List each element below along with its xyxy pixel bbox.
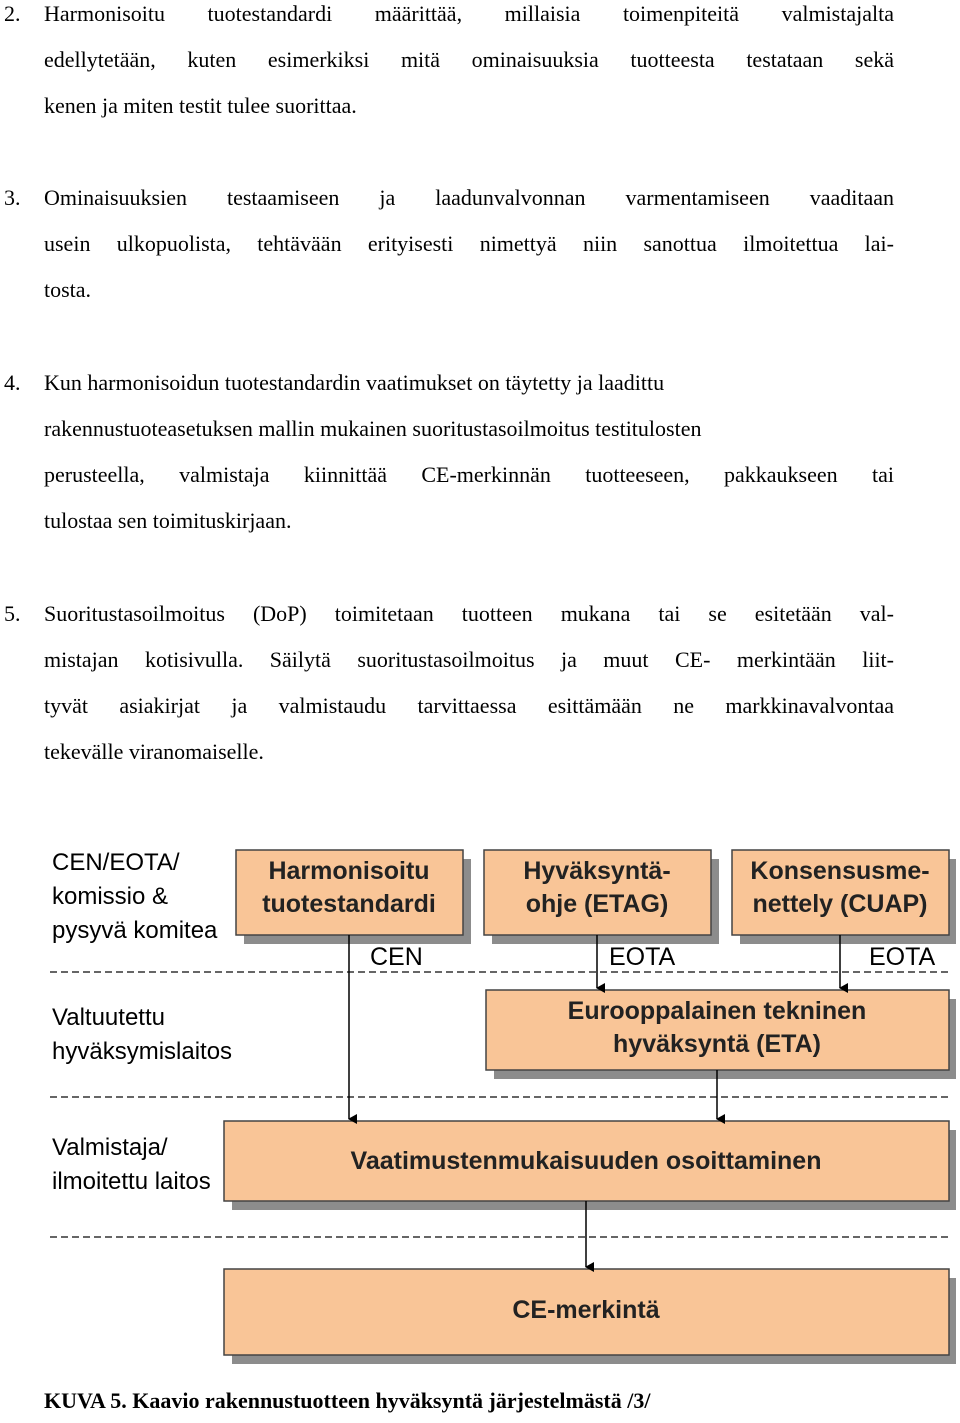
tier-label-line: CEN/EOTA/ [52, 849, 180, 876]
eota-label: EOTA [609, 943, 676, 971]
text-line: edellytetään, kuten esimerkiksi mitä ominaisuuksia tuotteesta testataan sekä [44, 47, 894, 72]
approval-system-diagram [44, 830, 956, 1370]
box-text: Harmonisoitu [268, 857, 430, 885]
list-number: 5. [4, 601, 21, 626]
text-line: rakennustuoteasetuksen mallin mukainen suoritustasoilmoitus testitulosten [44, 416, 702, 441]
box-text: Eurooppalainen tekninen [567, 997, 867, 1025]
box-text: Konsensusme- [750, 857, 930, 885]
list-number: 3. [4, 185, 21, 210]
text-line: Ominaisuuksien testaamiseen ja laadunvalvonnan varmentamiseen vaaditaan [44, 185, 894, 210]
text-line: perusteella, valmistaja kiinnittää CE-merkinnän tuotteeseen, pakkaukseen tai [44, 462, 894, 487]
tier-label-line: hyväksymislaitos [52, 1038, 233, 1065]
eota-label: EOTA [869, 943, 936, 971]
box-text: Vaatimustenmukaisuuden osoittaminen [350, 1147, 822, 1175]
list-item-3 [4, 175, 894, 313]
list-number: 2. [4, 1, 21, 26]
text-line: Suoritustasoilmoitus (DoP) toimitetaan tuotteen mukana tai se esitetään val- [44, 601, 894, 626]
list-number: 4. [4, 370, 21, 395]
text-line: tekevälle viranomaiselle. [44, 739, 264, 764]
tier-label-line: pysyvä komitea [52, 917, 218, 944]
list-item-5 [4, 591, 894, 775]
box-text: ohje (ETAG) [525, 890, 669, 918]
text-line: tosta. [44, 277, 92, 302]
box-text: nettely (CUAP) [752, 890, 928, 918]
text-line: tulostaa sen toimituskirjaan. [44, 508, 292, 533]
tier-label-line: komissio & [52, 883, 169, 910]
tier-label-line: Valtuutettu [52, 1004, 165, 1031]
box-text: Hyväksyntä- [523, 857, 671, 885]
list-item-4 [4, 360, 894, 544]
text-line: Kun harmonisoidun tuotestandardin vaatimukset on täytetty ja laadittu [44, 370, 665, 395]
text-line: tyvät asiakirjat ja valmistaudu tarvittaessa esittämään ne markkinavalvontaa [44, 693, 894, 718]
box-text: CE-merkintä [512, 1296, 660, 1324]
text-line: usein ulkopuolista, tehtävään erityisesti nimettyä niin sanottua ilmoitettua lai- [44, 231, 894, 256]
text-line: mistajan kotisivulla. Säilytä suoritustasoilmoitus ja muut CE- merkintään liit- [44, 647, 894, 672]
tier-label-line: Valmistaja/ [52, 1134, 168, 1161]
box-text: hyväksyntä (ETA) [613, 1030, 821, 1058]
box-text: tuotestandardi [262, 890, 436, 918]
tier-label-line: ilmoitettu laitos [52, 1168, 211, 1195]
text-line: Harmonisoitu tuotestandardi määrittää, millaisia toimenpiteitä valmistajalta [44, 1, 894, 26]
cen-label: CEN [370, 943, 423, 971]
text-line: kenen ja miten testit tulee suorittaa. [44, 93, 357, 118]
figure-caption: KUVA 5. Kaavio rakennustuotteen hyväksyntä järjestelmästä /3/ [44, 1388, 651, 1413]
list-item-2 [4, 0, 894, 129]
